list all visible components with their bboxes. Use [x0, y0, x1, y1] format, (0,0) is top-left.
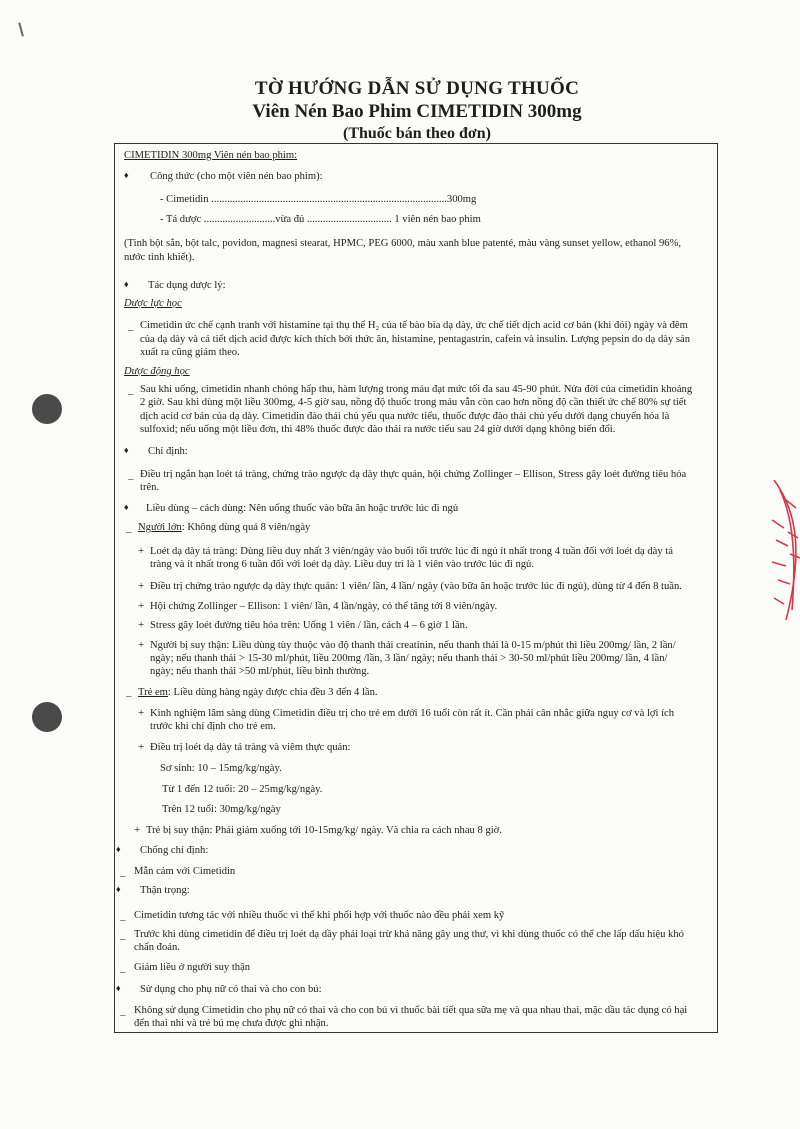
pk-text: sulfoxid; nếu uống một liều đơn, thì 48% thuốc được đào thải ra nước tiểu sau 24 giờ dưới dạng không biến đổi.	[140, 424, 616, 435]
adult-item: tràng và ít nhất trong 6 tuần đối với loét dạ dày. Liều duy trì là 1 viên vào trước lúc đi ngủ.	[150, 559, 535, 570]
adult-item: Loét dạ dày tá tràng: Dùng liều duy nhất 3 viên/ngày vào buổi tối trước lúc đi ngủ ít nhất trong 4 tuần đối với loét dạ dày tá	[150, 546, 673, 557]
pd-text: xuất ra cũng giảm theo.	[140, 347, 240, 358]
scan-mark	[18, 21, 27, 36]
adult-item: ngày; nếu thanh thải >50 ml/phút, liều bình thường.	[150, 666, 370, 677]
dash-bullet-icon: _	[120, 910, 126, 922]
child-item: Kinh nghiệm lâm sàng dùng Cimetidin điều trị cho trẻ em dưới 16 tuổi còn rất ít. Cần phải cân nhắc giữa nguy cơ và lợi ích	[150, 708, 675, 719]
plus-bullet-icon: +	[134, 824, 141, 836]
punch-hole	[32, 394, 62, 424]
adult-item: Stress gây loét đường tiêu hóa trên: Uống 1 viên / lần, cách 4 – 6 giờ 1 lần.	[150, 620, 468, 631]
dash-bullet-icon: _	[120, 929, 126, 941]
diamond-bullet-icon: ♦	[124, 279, 129, 289]
diamond-bullet-icon: ♦	[116, 884, 121, 894]
precaution-text: Giảm liều ở người suy thận	[134, 962, 251, 973]
dash-bullet-icon: _	[120, 866, 126, 878]
contraindications-heading: Chống chỉ định:	[140, 845, 209, 856]
diamond-bullet-icon: ♦	[124, 502, 129, 512]
child-dose-line: Sơ sinh: 10 – 15mg/kg/ngày.	[160, 763, 282, 774]
plus-bullet-icon: +	[138, 619, 145, 631]
dash-bullet-icon: _	[126, 686, 132, 698]
child-dosage	[138, 687, 378, 700]
child-dose-line: Trên 12 tuổi: 30mg/kg/ngày	[162, 804, 281, 815]
pk-text: Sau khi uống, cimetidin nhanh chóng hấp thu, hàm lượng trong máu đạt mức tối đa sau 45-90 phút. Nửa đời của cimetidin khoảng	[140, 384, 693, 395]
pregnancy-text: đến thai nhi và trẻ bú mẹ chưa được ghi nhận.	[134, 1018, 329, 1029]
child-item: Trẻ bị suy thận: Phải giảm xuống tới 10-15mg/kg/ ngày. Và chia ra cách nhau 8 giờ.	[146, 825, 502, 836]
adult-label: Người lớn	[138, 522, 182, 533]
diamond-bullet-icon: ♦	[124, 170, 129, 180]
adult-item: Người bị suy thận: Liều dùng tùy thuộc vào độ thanh thải creatinin, nếu thanh thải là 0-15 m/phút thì liều 200mg/ lần, 2 lần/	[150, 640, 676, 651]
dosage-heading: Liều dùng – cách dùng: Nên uống thuốc vào bữa ăn hoặc trước lúc đi ngủ	[146, 503, 459, 514]
diamond-bullet-icon: ♦	[116, 983, 121, 993]
pk-text: dịch acid cơ bản của dạ dày. Cimetidin đào thải chủ yếu qua nước tiểu, thuốc được đào thải chủ yếu dưới dạng chuyển hóa là	[140, 411, 670, 422]
child-dose-line: Từ 1 đến 12 tuổi: 20 – 25mg/kg/ngày.	[162, 784, 323, 795]
adult-item: Hội chứng Zollinger – Ellison: 1 viên/ lần, 4 lần/ngày, có thể tăng tới 8 viên/ngày.	[150, 601, 498, 612]
pharmacology-heading: Tác dụng dược lý:	[148, 280, 226, 291]
contraindication-text: Mẫn cảm với Cimetidin	[134, 866, 236, 877]
formula-excipient: - Tá dược ...........................vừa đủ ................................ 1 viên nén bao phim	[160, 214, 481, 225]
pregnancy-text: Không sử dụng Cimetidin cho phụ nữ có thai và cho con bú vì thuốc bài tiết qua sữa mẹ và qua nhau thai, mặc dầu tác dụng có hại	[134, 1005, 688, 1016]
precautions-heading: Thận trọng:	[140, 885, 190, 896]
document-subtitle: Viên Nén Bao Phim CIMETIDIN 300mg	[252, 101, 582, 122]
plus-bullet-icon: +	[138, 600, 145, 612]
diamond-bullet-icon: ♦	[124, 445, 129, 455]
pd-heading: Dược lực học	[124, 298, 182, 309]
dash-bullet-icon: _	[128, 469, 134, 481]
punch-hole	[32, 702, 62, 732]
dash-bullet-icon: _	[120, 1005, 126, 1017]
prescription-note: (Thuốc bán theo đơn)	[342, 125, 491, 142]
adult-item: Điều trị chứng trào ngược dạ dày thực quản: 1 viên/ lần, 4 lần/ ngày (vào bữa ăn hoặc trước lúc đi ngủ), dùng từ 4 đến 8 tuần.	[150, 581, 682, 592]
pk-heading: Dược động học	[124, 366, 190, 377]
child-label: Trẻ em	[138, 687, 168, 698]
precaution-text: Cimetidin tương tác với nhiều thuốc vì thế khi phối hợp với thuốc nào đều phải xem kỹ	[134, 910, 505, 921]
document-title: TỜ HƯỚNG DẪN SỬ DỤNG THUỐC	[254, 78, 580, 99]
dash-bullet-icon: _	[128, 320, 134, 332]
dash-bullet-icon: _	[126, 522, 132, 534]
excipient-detail: nước tinh khiết).	[124, 252, 195, 263]
product-heading: CIMETIDIN 300mg Viên nén bao phim:	[124, 150, 298, 161]
precaution-text: chẩn đoán.	[134, 942, 180, 953]
adult-item: ngày; nếu thanh thải > 15-30 ml/phút, liều 200mg /lần, 3 lần/ ngày; nếu thanh thải > 30-50 ml/phút liều 200mg/ lần, 4 lần/	[150, 653, 668, 664]
dash-bullet-icon: _	[120, 962, 126, 974]
indications-heading: Chỉ định:	[148, 446, 188, 457]
adult-dosage	[138, 522, 310, 535]
formula-heading: Công thức (cho một viên nén bao phim):	[150, 171, 323, 182]
child-item: Điều trị loét dạ dày tá tràng và viêm thực quản:	[150, 742, 351, 753]
diamond-bullet-icon: ♦	[116, 844, 121, 854]
precaution-text: Trước khi dùng cimetidin để điều trị loét dạ dầy phải loại trừ khả năng gây ung thư, vì khi dùng thuốc có thể che lấp dấu hiệu khó	[134, 929, 684, 940]
title-block	[0, 78, 800, 143]
indication-text: trên.	[140, 482, 160, 493]
pd-text: của dạ dày và cả tiết dịch acid được kích thích bởi thức ăn, histamine, pentagastrin, cafein và insulin. Lượng pepsin do dạ dày sản	[140, 334, 691, 345]
pk-text: 2 giờ. Sau khi dùng một liều 300mg, 4-5 giờ sau, nồng độ thuốc trong máu vẫn còn cao hơn nồng độ cần thiết ức chế 80% sự tiết	[140, 397, 687, 408]
plus-bullet-icon: +	[138, 639, 145, 651]
excipient-detail: (Tinh bột sắn, bột talc, povidon, magnesi stearat, HPMC, PEG 6000, màu xanh blue patenté, màu vàng sunset yellow, ethanol 96%,	[124, 238, 682, 249]
dash-bullet-icon: _	[128, 384, 134, 396]
formula-active: - Cimetidin .........................................................................................300mg	[160, 194, 477, 205]
child-text: : Liều dùng hàng ngày được chia đều 3 đến 4 lần.	[167, 687, 378, 698]
child-item: trước khi chỉ định cho trẻ em.	[150, 721, 276, 732]
plus-bullet-icon: +	[138, 580, 145, 592]
plus-bullet-icon: +	[138, 741, 145, 753]
plus-bullet-icon: +	[138, 707, 145, 719]
adult-text: : Không dùng quá 8 viên/ngày	[181, 522, 311, 533]
pd-text: Cimetidin ức chế cạnh tranh với histamine tại thụ thể H₂ của tế bào bìa dạ dày, ức chế tiết dịch acid cơ bản (khi đói) ngày và đêm	[140, 320, 688, 331]
red-stamp-fragment	[766, 480, 800, 620]
indication-text: Điều trị ngắn hạn loét tá tràng, chứng trào ngược dạ dày thực quản, hội chứng Zollinger – Ellison, Stress gây loét đường tiêu hóa	[140, 469, 687, 480]
plus-bullet-icon: +	[138, 545, 145, 557]
pregnancy-heading: Sử dụng cho phụ nữ có thai và cho con bú:	[140, 984, 322, 995]
